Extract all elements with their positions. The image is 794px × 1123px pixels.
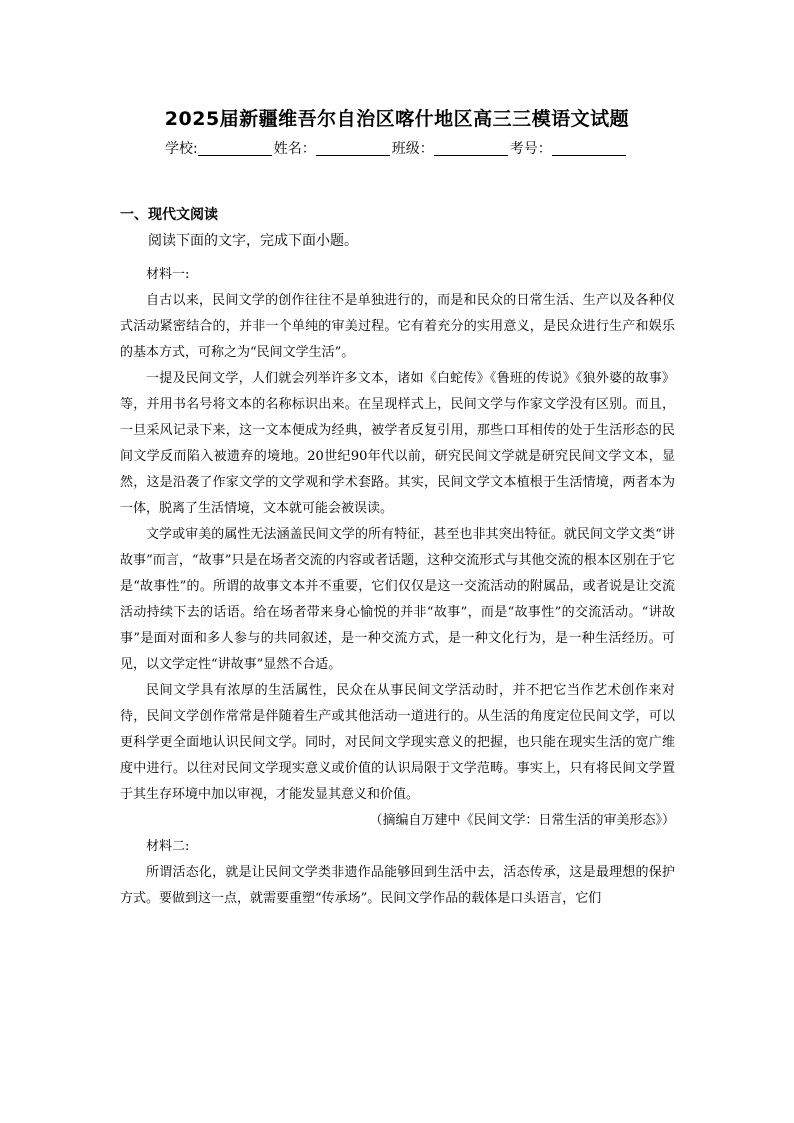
school-label: 学校: bbox=[165, 141, 198, 157]
student-info-line bbox=[165, 138, 665, 158]
section-heading: 一、现代文阅读 bbox=[120, 207, 218, 223]
material-1-paragraph-1: 自古以来，民间文学的创作往往不是单独进行的，而是和民众的日常生活、生产以及各种仪式活动紧密结合的，并非一个单纯的审美过程。它有着充分的实用意义，是民众进行生产和娱乐的基本方式，可称之为“民间文学生活”。 bbox=[120, 293, 675, 360]
exam-title: 2025届新疆维吾尔自治区喀什地区高三三模语文试题 bbox=[164, 108, 630, 130]
material-1-paragraph-4: 民间文学具有浓厚的生活属性，民众在从事民间文学活动时，并不把它当作艺术创作来对待，民间文学创作常常是伴随着生产或其他活动一道进行的。从生活的角度定位民间文学，可以更科学更全面地认识民间文学。同时，对民间文学现实意义的把握，也只能在现实生活的宽广维度中进行。以往对民间文学现实意义或价值的认识局限于文学范畴。事实上，只有将民间文学置于其生存环境中加以审视，才能发显其意义和价值。 bbox=[120, 683, 675, 802]
name-blank[interactable] bbox=[316, 141, 390, 156]
reading-instruction: 阅读下面的文字，完成下面小题。 bbox=[148, 233, 358, 249]
material-1-label: 材料一: bbox=[146, 267, 190, 282]
material-2-paragraph-1: 所谓活态化，就是让民间文学类非遗作品能够回到生活中去，活态传承，这是最理想的保护方式。要做到这一点，就需要重塑“传承场”。民间文学作品的载体是口头语言，它们 bbox=[120, 865, 675, 906]
exam-number-label: 考号： bbox=[509, 141, 552, 157]
class-label: 班级： bbox=[391, 141, 434, 157]
reading-passage bbox=[120, 262, 675, 912]
material-1-paragraph-2: 一提及民间文学，人们就会列举许多文本，诸如《白蛇传》《鲁班的传说》《狼外婆的故事》等，并用书名号将文本的名称标识出来。在呈现样式上，民间文学与作家文学没有区别。而且，一旦采风记录下来，这一文本便成为经典，被学者反复引用，那些口耳相传的处于生活形态的民间文学反而陷入被遗弃的境地。20世纪90年代以前，研究民间文学就是研究民间文学文本，显然，这是沿袭了作家文学的文学观和学术套路。其实，民间文学文本植根于生活情境，两者本为一体，脱离了生活情境，文本就可能会被误读。 bbox=[120, 371, 675, 516]
material-2-label: 材料二: bbox=[146, 839, 190, 854]
name-label: 姓名： bbox=[273, 141, 316, 157]
material-1-paragraph-3: 文学或审美的属性无法涵盖民间文学的所有特征，甚至也非其突出特征。就民间文学文类“讲故事”而言，“故事”只是在场者交流的内容或者话题，这种交流形式与其他交流的根本区别在于它是“故事性”的。所谓的故事文本并不重要，它们仅仅是这一交流活动的附属品，或者说是让交流活动持续下去的话语。给在场者带来身心愉悦的并非“故事”，而是“故事性”的交流活动。“讲故事”是面对面和多人参与的共同叙述，是一种交流方式，是一种文化行为，是一种生活经历。可见，以文学定性“讲故事”显然不合适。 bbox=[120, 527, 675, 672]
exam-number-blank[interactable] bbox=[552, 141, 626, 156]
school-blank[interactable] bbox=[198, 141, 272, 156]
class-blank[interactable] bbox=[434, 141, 508, 156]
material-1-source: （摘编自万建中《民间文学：日常生活的审美形态》） bbox=[369, 813, 675, 828]
